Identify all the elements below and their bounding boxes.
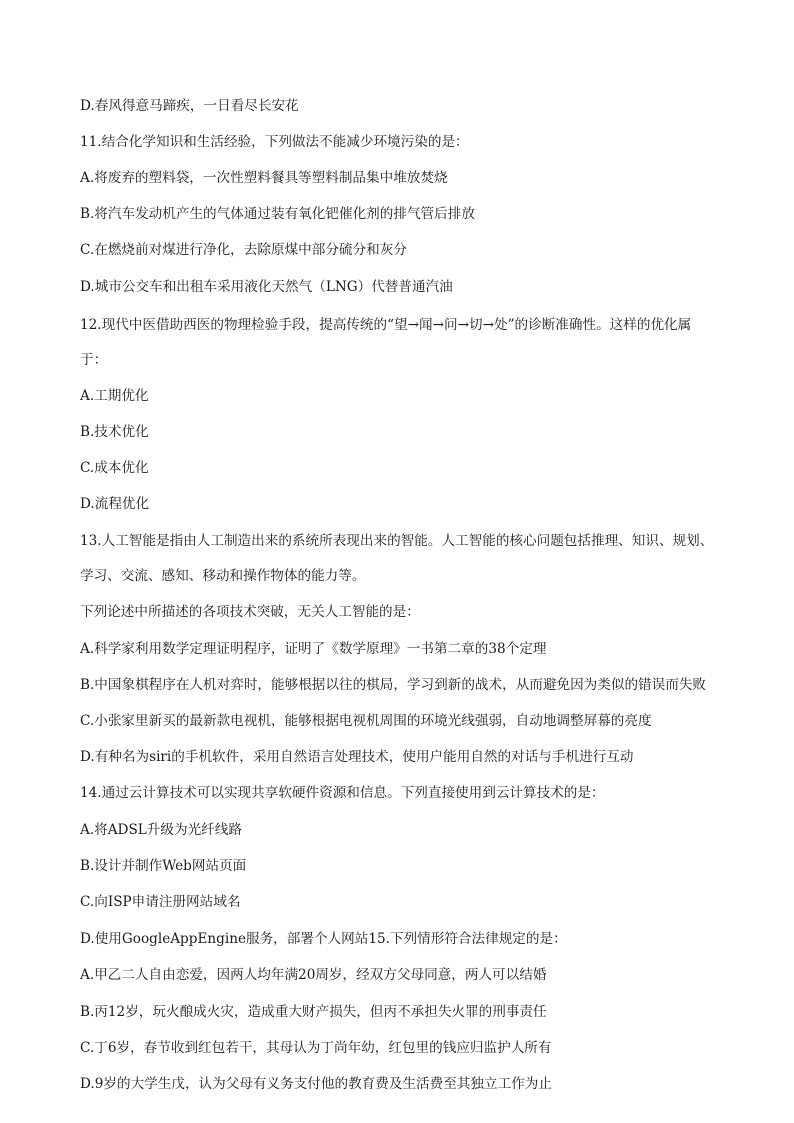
question-12: 12.现代中医借助西医的物理检验手段，提高传统的“望→闻→问→切→处”的诊断准确性。这样的优化属 [80, 317, 692, 333]
question-13-prompt: 下列论述中所描述的各项技术突破，无关人工智能的是： [80, 604, 420, 620]
question-11: 11.结合化学知识和生活经验，下列做法不能减少环境污染的是： [80, 134, 469, 150]
option-b-q14: B.设计并制作Web网站页面 [80, 858, 247, 874]
question-13-continued: 学习、交流、感知、移动和操作物体的能力等。 [80, 568, 366, 584]
option-b-q12: B.技术优化 [80, 424, 149, 440]
option-c-q15: C.丁6岁，春节收到红包若干，其母认为丁尚年幼，红包里的钱应归监护人所有 [80, 1040, 552, 1056]
option-b-q13: B.中国象棋程序在人机对弈时，能够根据以往的棋局，学习到新的战术，从而避免因为类似的错误而失败 [80, 677, 707, 693]
option-b-q11: B.将汽车发动机产生的气体通过装有氧化钯催化剂的排气管后排放 [80, 206, 475, 222]
option-c-q11: C.在燃烧前对煤进行净化，去除原煤中部分硫分和灰分 [80, 242, 407, 258]
option-d-q11: D.城市公交车和出租车采用液化天然气（LNG）代替普通汽油 [80, 279, 453, 295]
option-d-q13: D.有种名为siri的手机软件，采用自然语言处理技术，使用户能用自然的对话与手机进行互动 [80, 749, 634, 765]
question-13: 13.人工智能是指由人工制造出来的系统所表现出来的智能。人工智能的核心问题包括推理、知识、规划、 [80, 533, 714, 549]
option-c-q13: C.小张家里新买的最新款电视机，能够根据电视机周围的环境光线强弱，自动地调整屏幕的亮度 [80, 713, 652, 729]
question-12-continued: 于： [80, 352, 108, 368]
option-a-q12: A.工期优化 [80, 388, 149, 404]
option-d-q10: D.春风得意马蹄疾，一日看尽长安花 [80, 98, 299, 114]
option-d-q15: D.9岁的大学生戊，认为父母有义务支付他的教育费及生活费至其独立工作为止 [80, 1076, 552, 1092]
option-a-q13: A.科学家利用数学定理证明程序，证明了《数学原理》一书第二章的38个定理 [80, 641, 547, 657]
question-14: 14.通过云计算技术可以实现共享软硬件资源和信息。下列直接使用到云计算技术的是： [80, 785, 605, 801]
option-a-q14: A.将ADSL升级为光纤线路 [80, 822, 242, 838]
option-c-q14: C.向ISP申请注册网站域名 [80, 894, 241, 910]
option-c-q12: C.成本优化 [80, 460, 149, 476]
option-d-q12: D.流程优化 [80, 496, 150, 512]
option-a-q15: A.甲乙二人自由恋爱，因两人均年满20周岁，经双方父母同意，两人可以结婚 [80, 967, 547, 983]
option-d-q14-and-question-15: D.使用GoogleAppEngine服务，部署个人网站15.下列情形符合法律规定的是： [80, 931, 567, 947]
option-a-q11: A.将废弃的塑料袋，一次性塑料餐具等塑料制品集中堆放焚烧 [80, 170, 448, 186]
option-b-q15: B.丙12岁，玩火酿成火灾，造成重大财产损失，但丙不承担失火罪的刑事责任 [80, 1004, 547, 1020]
